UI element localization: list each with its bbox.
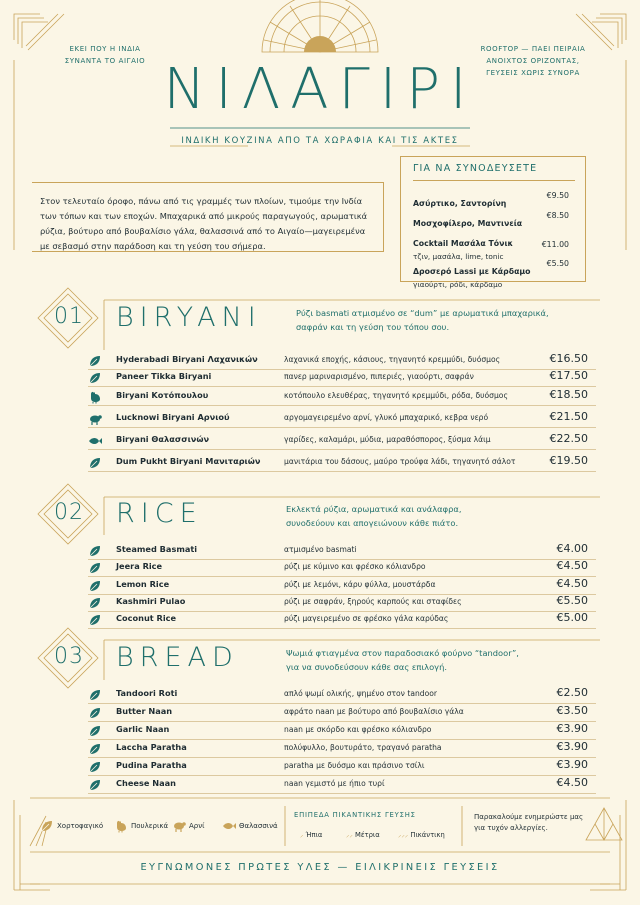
menu-item-description: μανιτάρια του δάσους, μαύρο τρούφα λάδι, τηγανητό σάλοτ xyxy=(284,457,516,466)
menu-item-price: €5.00 xyxy=(556,611,588,624)
menu-item-name: Hyderabadi Biryani Λαχανικών xyxy=(116,354,258,364)
spice-legend-title: ΕΠΙΠΕΔΑ ΠΙΚΑΝΤΙΚΗΣ ΓΕΥΣΗΣ xyxy=(294,811,416,819)
leaf-icon xyxy=(88,543,102,557)
menu-item-description: γαρίδες, καλαμάρι, μύδια, μαραθόσπορος, ξύσμα λάιμ xyxy=(284,435,491,444)
header-left-note: ΕΚΕΙ ΠΟΥ Η ΙΝΔΙΑ ΣΥΝΑΝΤΑ ΤΟ ΑΙΓΑΙΟ xyxy=(64,45,146,65)
drink-item: Cocktail Μασάλα Τόνικ τζιν, μασάλα, lime, tonic €11.00 xyxy=(413,239,569,261)
menu-item-name: Jeera Rice xyxy=(116,561,163,571)
menu-item-row xyxy=(88,722,596,740)
menu-item-name: Kashmiri Pulao xyxy=(116,596,186,606)
brand-logo-text: ΝΙΛΑΓΙΡΙ xyxy=(163,57,477,122)
intro-text: Στον τελευταίο όροφο, πάνω από τις γραμμές των πλοίων, τιμούμε την Ινδία των τόπων και των εποχών. Μπαχαρικά από μικρούς παραγωγούς, αρωματικά ρύζια, βούτυρο από βουβαλίσιο γάλα, θαλασσινά από το Αιγαίο—μαγειρεμένα με σεβασμό στην παράδοση και τη γεύση του σήμερα. xyxy=(32,182,384,252)
menu-item-description: ρύζι με κύμινο και φρέσκο κόλιανδρο xyxy=(284,562,426,571)
leaf-icon xyxy=(88,759,102,773)
fish-icon xyxy=(222,822,239,830)
menu-item-price: €4.50 xyxy=(556,577,588,590)
drink-item: Δροσερό Lassi με Κάρδαμο γιαούρτι, ρόδι, κάρδαμο €5.50 xyxy=(413,259,569,289)
menu-item-description: naan με σκόρδο και φρέσκο κόλιανδρο xyxy=(284,725,432,734)
drinks-title: ΓΙΑ ΝΑ ΣΥΝΟΔΕΥΣΕΤΕ xyxy=(413,163,575,181)
menu-item-row xyxy=(88,704,596,722)
chili-icon: ⸝ xyxy=(300,831,304,839)
menu-item-name: Butter Naan xyxy=(116,706,173,716)
menu-item-row xyxy=(88,542,596,560)
menu-item-row xyxy=(88,432,596,450)
menu-item-row xyxy=(88,611,596,629)
menu-item-name: Lemon Rice xyxy=(116,579,170,589)
menu-item-description: ρύζι με σαφράν, ξηρούς καρπούς και σταφίδες xyxy=(284,597,462,606)
leaf-icon xyxy=(88,578,102,592)
menu-item-price: €3.90 xyxy=(556,722,588,735)
menu-item-price: €18.50 xyxy=(549,388,588,401)
chicken-icon xyxy=(114,822,131,830)
menu-item-name: Paneer Tikka Biryani xyxy=(116,371,212,381)
menu-item-price: €22.50 xyxy=(549,432,588,445)
spice-level-mild: ⸝ Ήπια xyxy=(300,831,323,839)
menu-item-description: αργομαγειρεμένο αρνί, γλυκό μπαχαρικό, κεβρα νερό xyxy=(284,413,489,422)
menu-item-description: ρύζι με λεμόνι, κάρυ φύλλα, μουστάρδα xyxy=(284,580,436,589)
menu-item-price: €19.50 xyxy=(549,454,588,467)
leaf-icon xyxy=(40,822,57,830)
footer-slogan: ΕΥΓΝΩΜΟΝΕΣ ΠΡΩΤΕΣ ΥΛΕΣ — ΕΙΛΙΚΡΙΝΕΙΣ ΓΕΥΣΕΙΣ xyxy=(140,862,500,873)
menu-item-name: Tandoori Roti xyxy=(116,688,178,698)
menu-item-description: naan γεμιστό με ήπιο τυρί xyxy=(284,779,385,788)
menu-item-price: €3.90 xyxy=(556,758,588,771)
menu-item-name: Steamed Basmati xyxy=(116,544,198,554)
section-number: 03 xyxy=(54,644,84,669)
menu-item-description: κοτόπουλο ελευθέρας, τηγανητό κρεμμύδι, ρόδα, δυόσμος xyxy=(284,391,508,400)
menu-item-price: €3.90 xyxy=(556,740,588,753)
section-description: Ψωμιά φτιαγμένα στον παραδοσιακό φούρνο “tandoor”, για να συνοδεύσουν κάθε σας επιλογή. xyxy=(286,648,519,672)
chili-icon: ⸝⸝⸝ xyxy=(398,831,409,839)
spice-level-medium: ⸝⸝ Μέτρια xyxy=(346,831,380,839)
menu-item-price: €4.00 xyxy=(556,542,588,555)
leaf-icon xyxy=(88,612,102,626)
menu-item-name: Biryani Κοτόπουλου xyxy=(116,390,209,400)
leaf-icon xyxy=(88,370,102,384)
menu-item-name: Garlic Naan xyxy=(116,724,170,734)
chili-icon: ⸝⸝ xyxy=(346,831,353,839)
menu-item-row xyxy=(88,352,596,370)
menu-item-row xyxy=(88,369,596,387)
menu-item-description: πολύφυλλο, βουτυράτο, τραγανό paratha xyxy=(284,743,442,752)
menu-item-price: €2.50 xyxy=(556,686,588,699)
menu-item-name: Dum Pukht Biryani Μανιταριών xyxy=(116,456,261,466)
menu-item-price: €4.50 xyxy=(556,559,588,572)
fish-icon xyxy=(88,433,102,447)
allergy-note: Παρακαλούμε ενημερώστε μας για τυχόν αλλεργίες. xyxy=(474,813,584,832)
menu-item-row xyxy=(88,454,596,472)
legend-item: Αρνί xyxy=(172,819,205,833)
leaf-icon xyxy=(88,595,102,609)
menu-item-price: €3.50 xyxy=(556,704,588,717)
menu-item-description: ατμισμένο basmati xyxy=(284,545,357,554)
menu-item-name: Cheese Naan xyxy=(116,778,176,788)
menu-item-name: Biryani Θαλασσινών xyxy=(116,434,210,444)
section-title-biryani: BIRYANI xyxy=(116,302,262,333)
menu-item-row xyxy=(88,577,596,595)
menu-item-name: Pudina Paratha xyxy=(116,760,187,770)
section-number: 01 xyxy=(54,304,84,329)
menu-item-name: Laccha Paratha xyxy=(116,742,187,752)
menu-item-description: λαχανικά εποχής, κάσιους, τηγανητό κρεμμύδι, δυόσμος xyxy=(284,355,501,364)
menu-item-row xyxy=(88,410,596,428)
lamb-icon xyxy=(88,411,102,425)
menu-item-row xyxy=(88,776,596,794)
menu-item-price: €4.50 xyxy=(556,776,588,789)
menu-item-price: €17.50 xyxy=(549,369,588,382)
leaf-icon xyxy=(88,777,102,791)
menu-item-name: Coconut Rice xyxy=(116,613,177,623)
header-right-note: ROOFTOP — ΠΑΕΙ ΠΕΙΡΑΙΑ ΑΝΟΙΧΤΟΣ ΟΡΙΖΟΝΤΑΣ, ΓΕΥΣΕΙΣ ΧΩΡΙΣ ΣΥΝΟΡΑ xyxy=(480,45,586,77)
menu-item-description: paratha με δυόσμο και πράσινο τσίλι xyxy=(284,761,425,770)
menu-item-row xyxy=(88,758,596,776)
legend-item: Πουλερικά xyxy=(114,819,168,833)
menu-item-name: Lucknowi Biryani Αρνιού xyxy=(116,412,230,422)
chicken-icon xyxy=(88,389,102,403)
menu-item-description: ρύζι μαγειρεμένο σε φρέσκο γάλα καρύδας xyxy=(284,614,449,623)
section-title-bread: BREAD xyxy=(116,642,239,673)
section-number: 02 xyxy=(54,500,84,525)
menu-item-price: €5.50 xyxy=(556,594,588,607)
leaf-icon xyxy=(88,741,102,755)
leaf-icon xyxy=(88,560,102,574)
section-description: Εκλεκτά ρύζια, αρωματικά και ανάλαφρα, συνοδεύουν και απογειώνουν κάθε πιάτο. xyxy=(286,504,462,528)
lamb-icon xyxy=(172,822,189,830)
drink-item: Μοσχοφίλερο, Μαντινεία €8.50 xyxy=(413,211,569,228)
section-description: Ρύζι basmati ατμισμένο σε “dum” με αρωματικά μπαχαρικά, σαφράν και τη γεύση του τόπου σου. xyxy=(296,308,549,332)
menu-item-description: απλό ψωμί ολικής, ψημένο στον tandoor xyxy=(284,689,438,698)
section-title-rice: RICE xyxy=(116,498,203,529)
menu-item-description: πανερ μαριναρισμένο, πιπεριές, γιαούρτι, σαφράν xyxy=(284,372,474,381)
legend-item: Χορτοφαγικό xyxy=(40,819,103,833)
drink-item: Ασύρτικο, Σαντορίνη €9.50 xyxy=(413,191,569,208)
legend-item: Θαλασσινά xyxy=(222,819,278,833)
leaf-icon xyxy=(88,723,102,737)
leaf-icon xyxy=(88,353,102,367)
menu-item-row xyxy=(88,740,596,758)
drinks-box xyxy=(400,156,586,289)
leaf-icon xyxy=(88,705,102,719)
menu-item-row xyxy=(88,388,596,406)
menu-item-description: αφράτο naan με βούτυρο από βουβαλίσιο γάλα xyxy=(284,707,464,716)
menu-item-row xyxy=(88,559,596,577)
menu-item-row xyxy=(88,686,596,704)
menu-item-price: €21.50 xyxy=(549,410,588,423)
leaf-icon xyxy=(88,455,102,469)
menu-item-row xyxy=(88,594,596,612)
spice-level-hot: ⸝⸝⸝ Πικάντικη xyxy=(398,831,445,839)
leaf-icon xyxy=(88,687,102,701)
menu-item-price: €16.50 xyxy=(549,352,588,365)
tagline: ΙΝΔΙΚΗ ΚΟΥΖΙΝΑ ΑΠΟ ΤΑ ΧΩΡΑΦΙΑ ΚΑΙ ΤΙΣ ΑΚΤΕΣ xyxy=(181,136,459,146)
